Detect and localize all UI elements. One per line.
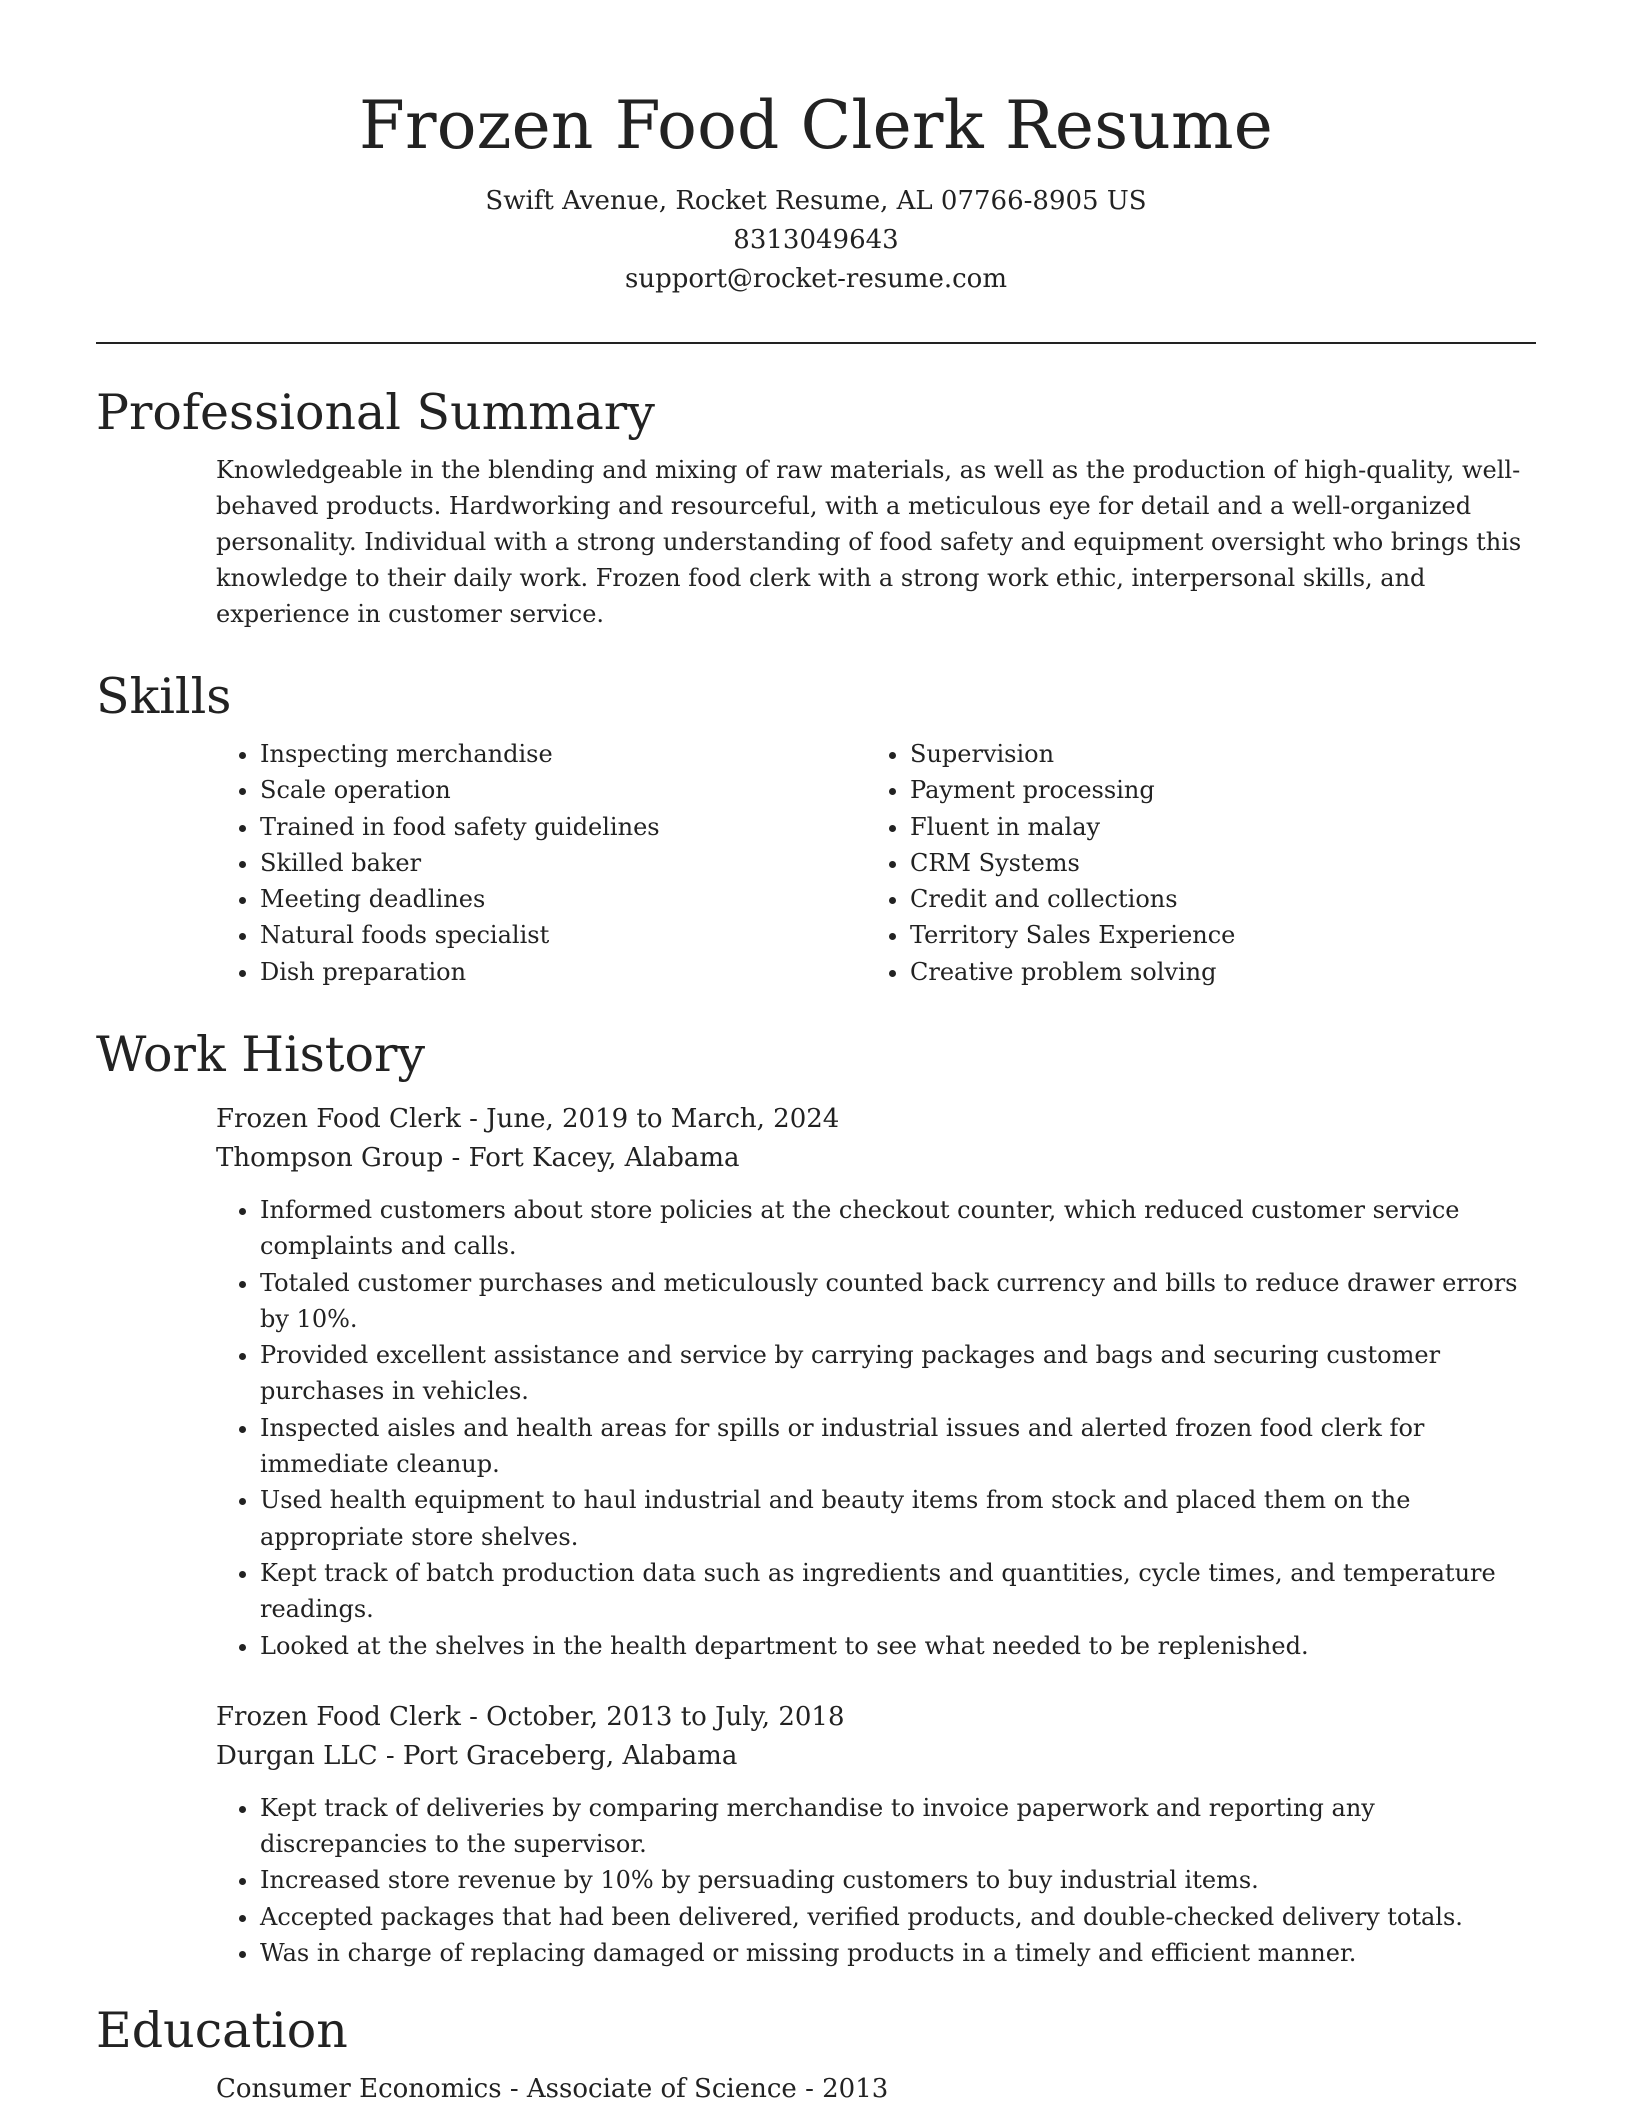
skill-item: • Supervision xyxy=(910,736,1516,772)
job-bullet: • Inspected aisles and health areas for spills or industrial issues and alerted frozen food clerk for immediate cleanup. xyxy=(260,1410,1536,1483)
contact-address: Swift Avenue, Rocket Resume, AL 07766-8905 US xyxy=(485,186,1147,216)
job-company-line xyxy=(216,1139,1536,1178)
job-entry-1 xyxy=(216,1100,1536,1664)
header-divider xyxy=(96,342,1536,344)
job-role: Frozen Food Clerk xyxy=(216,1701,461,1732)
skill-item: • Inspecting merchandise xyxy=(260,736,866,772)
work-history-section xyxy=(96,1020,1536,1971)
job-role: Frozen Food Clerk xyxy=(216,1104,461,1134)
job-bullet: • Informed customers about store policies at the checkout counter, which reduced customer service complaints and calls. xyxy=(260,1192,1536,1265)
job-bullet: • Provided excellent assistance and service by carrying packages and bags and securing customer purchases in vehicles. xyxy=(260,1337,1536,1410)
job-bullet: • Looked at the shelves in the health department to see what needed to be replenished. xyxy=(260,1628,1536,1664)
skills-column-left xyxy=(216,736,866,990)
education-section xyxy=(96,1996,1536,2109)
skills-columns xyxy=(216,736,1536,990)
skill-item: • Creative problem solving xyxy=(910,954,1516,990)
skill-item: • Skilled baker xyxy=(260,845,866,881)
job-bullet: • Totaled customer purchases and meticulously counted back currency and bills to reduce drawer errors by 10%. xyxy=(260,1265,1536,1338)
skill-item: • Dish preparation xyxy=(260,954,866,990)
job-location: - Fort Kacey, Alabama xyxy=(443,1143,740,1173)
education-heading: Education xyxy=(96,2002,348,2059)
summary-body xyxy=(216,452,1536,632)
skills-column-right xyxy=(866,736,1516,990)
contact-email: support@rocket-resume.com xyxy=(624,264,1007,294)
education-body xyxy=(216,2070,1536,2109)
education-entry: Consumer Economics - Associate of Science - 2013 xyxy=(216,2074,889,2104)
job-bullet: • Increased store revenue by 10% by persuading customers to buy industrial items. xyxy=(260,1862,1536,1898)
job-location: - Port Graceberg, Alabama xyxy=(377,1740,738,1771)
job-dates: - October, 2013 to July, 2018 xyxy=(460,1701,845,1732)
job-bullet: • Kept track of batch production data such as ingredients and quantities, cycle times, and temperature readings. xyxy=(260,1555,1536,1628)
job-title-line xyxy=(216,1698,1536,1737)
job-bullet: • Used health equipment to haul industrial and beauty items from stock and placed them on the appropriate store shelves. xyxy=(260,1482,1536,1555)
job-bullet: • Was in charge of replacing damaged or missing products in a timely and efficient manner. xyxy=(260,1935,1536,1971)
skill-item: • Fluent in malay xyxy=(910,809,1516,845)
job-company-line xyxy=(216,1737,1536,1776)
summary-heading: Professional Summary xyxy=(96,384,655,441)
summary-text: Knowledgeable in the blending and mixing of raw materials, as well as the production of high-quality, well-behaved products. Hardworking and resourceful, with a meticulous eye for detail and a well-organized personality. Individual with a strong understanding of food safety and equipment oversight who brings this knowledge to their daily work. Frozen food clerk with a strong work ethic, interpersonal skills, and experience in customer service. xyxy=(216,456,1522,628)
skill-item: • Credit and collections xyxy=(910,881,1516,917)
resume-header xyxy=(96,78,1536,299)
resume-title: Frozen Food Clerk Resume xyxy=(358,87,1274,164)
job-bullet: • Accepted packages that had been delivered, verified products, and double-checked delivery totals. xyxy=(260,1899,1536,1935)
summary-section xyxy=(96,378,1536,632)
skills-section xyxy=(96,662,1536,990)
skill-item: • Scale operation xyxy=(260,772,866,808)
job-bullets xyxy=(216,1192,1536,1664)
work-history-heading: Work History xyxy=(96,1026,426,1083)
contact-phone: 8313049643 xyxy=(733,225,899,255)
skill-item: • Payment processing xyxy=(910,772,1516,808)
skills-heading: Skills xyxy=(96,668,232,725)
skill-item: • Trained in food safety guidelines xyxy=(260,809,866,845)
job-bullet: • Kept track of deliveries by comparing merchandise to invoice paperwork and reporting any discrepancies to the supervisor. xyxy=(260,1790,1536,1863)
job-bullets xyxy=(216,1790,1536,1971)
job-title-line xyxy=(216,1100,1536,1139)
skill-item: • Territory Sales Experience xyxy=(910,917,1516,953)
job-company: Durgan LLC xyxy=(216,1740,378,1771)
job-company: Thompson Group xyxy=(216,1143,444,1173)
contact-block xyxy=(96,182,1536,299)
job-dates: - June, 2019 to March, 2024 xyxy=(460,1104,840,1134)
job-entry-2 xyxy=(216,1698,1536,1971)
skill-item: • CRM Systems xyxy=(910,845,1516,881)
skill-item: • Meeting deadlines xyxy=(260,881,866,917)
skill-item: • Natural foods specialist xyxy=(260,917,866,953)
